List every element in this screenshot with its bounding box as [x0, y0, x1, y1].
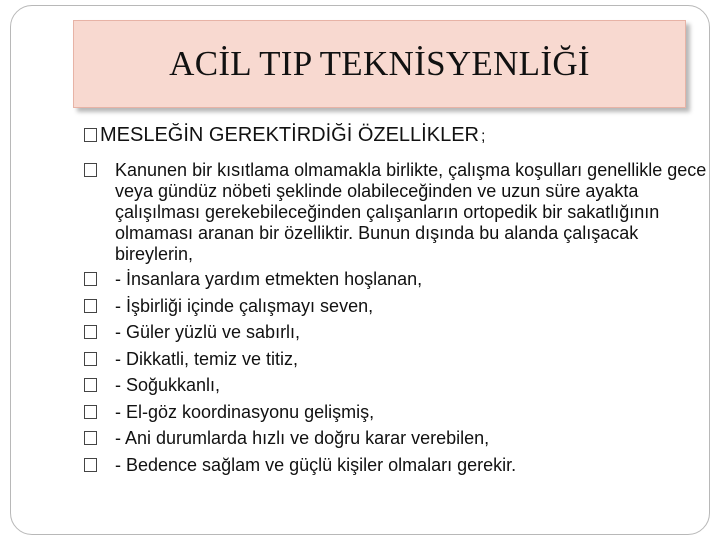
title-box: [73, 20, 686, 108]
list-item: [84, 322, 714, 349]
box-bullet-icon: [84, 299, 97, 313]
box-bullet-icon: [84, 272, 97, 286]
section-heading: [84, 120, 694, 150]
box-bullet-icon: [84, 378, 97, 392]
list-item-text: - Dikkatli, temiz ve titiz,: [115, 348, 299, 369]
box-bullet-icon: [84, 325, 97, 339]
slide-title: ACİL TIP TEKNİSYENLİĞİ: [169, 44, 590, 83]
list-item: [84, 269, 714, 296]
intro-paragraph: [84, 160, 714, 265]
box-bullet-icon: [84, 128, 97, 142]
box-bullet-icon: [84, 458, 97, 472]
list-item-text: - Bedence sağlam ve güçlü kişiler olmaları gerekir.: [115, 454, 517, 475]
section-heading-text: MESLEĞİN GEREKTİRDİĞİ ÖZELLİKLER: [100, 124, 479, 146]
list-item-text: - Ani durumlarda hızlı ve doğru karar verebilen,: [115, 428, 490, 448]
content-list: [84, 160, 714, 481]
box-bullet-icon: [84, 352, 97, 366]
list-item: [84, 455, 714, 482]
list-item: [84, 296, 714, 323]
box-bullet-icon: [84, 405, 97, 419]
list-item-text: - İnsanlara yardım etmekten hoşlanan,: [115, 269, 423, 289]
list-item-text: - İşbirliği içinde çalışmayı seven,: [115, 295, 374, 316]
list-item: [84, 402, 714, 429]
intro-text: Kanunen bir kısıtlama olmamakla birlikte, çalışma koşulları genellikle gece veya gündüz nöbeti şeklinde olabileceğinden ve uzun süre ayakta çalışılması gerekebileceğinden çalışanların ortopedik bir sakatlığının olmaması aranan bir özelliktir. Bunun dışında bu alanda çalışacak bireylerin,: [115, 160, 707, 264]
section-heading-suffix: ;: [480, 128, 486, 145]
box-bullet-icon: [84, 431, 97, 445]
list-item: [84, 428, 714, 455]
list-item-text: - Güler yüzlü ve sabırlı,: [115, 322, 301, 342]
list-item-text: - El-göz koordinasyonu gelişmiş,: [115, 401, 375, 422]
list-item: [84, 349, 714, 376]
box-bullet-icon: [84, 163, 97, 177]
list-item-text: - Soğukkanlı,: [115, 375, 221, 395]
list-item: [84, 375, 714, 402]
